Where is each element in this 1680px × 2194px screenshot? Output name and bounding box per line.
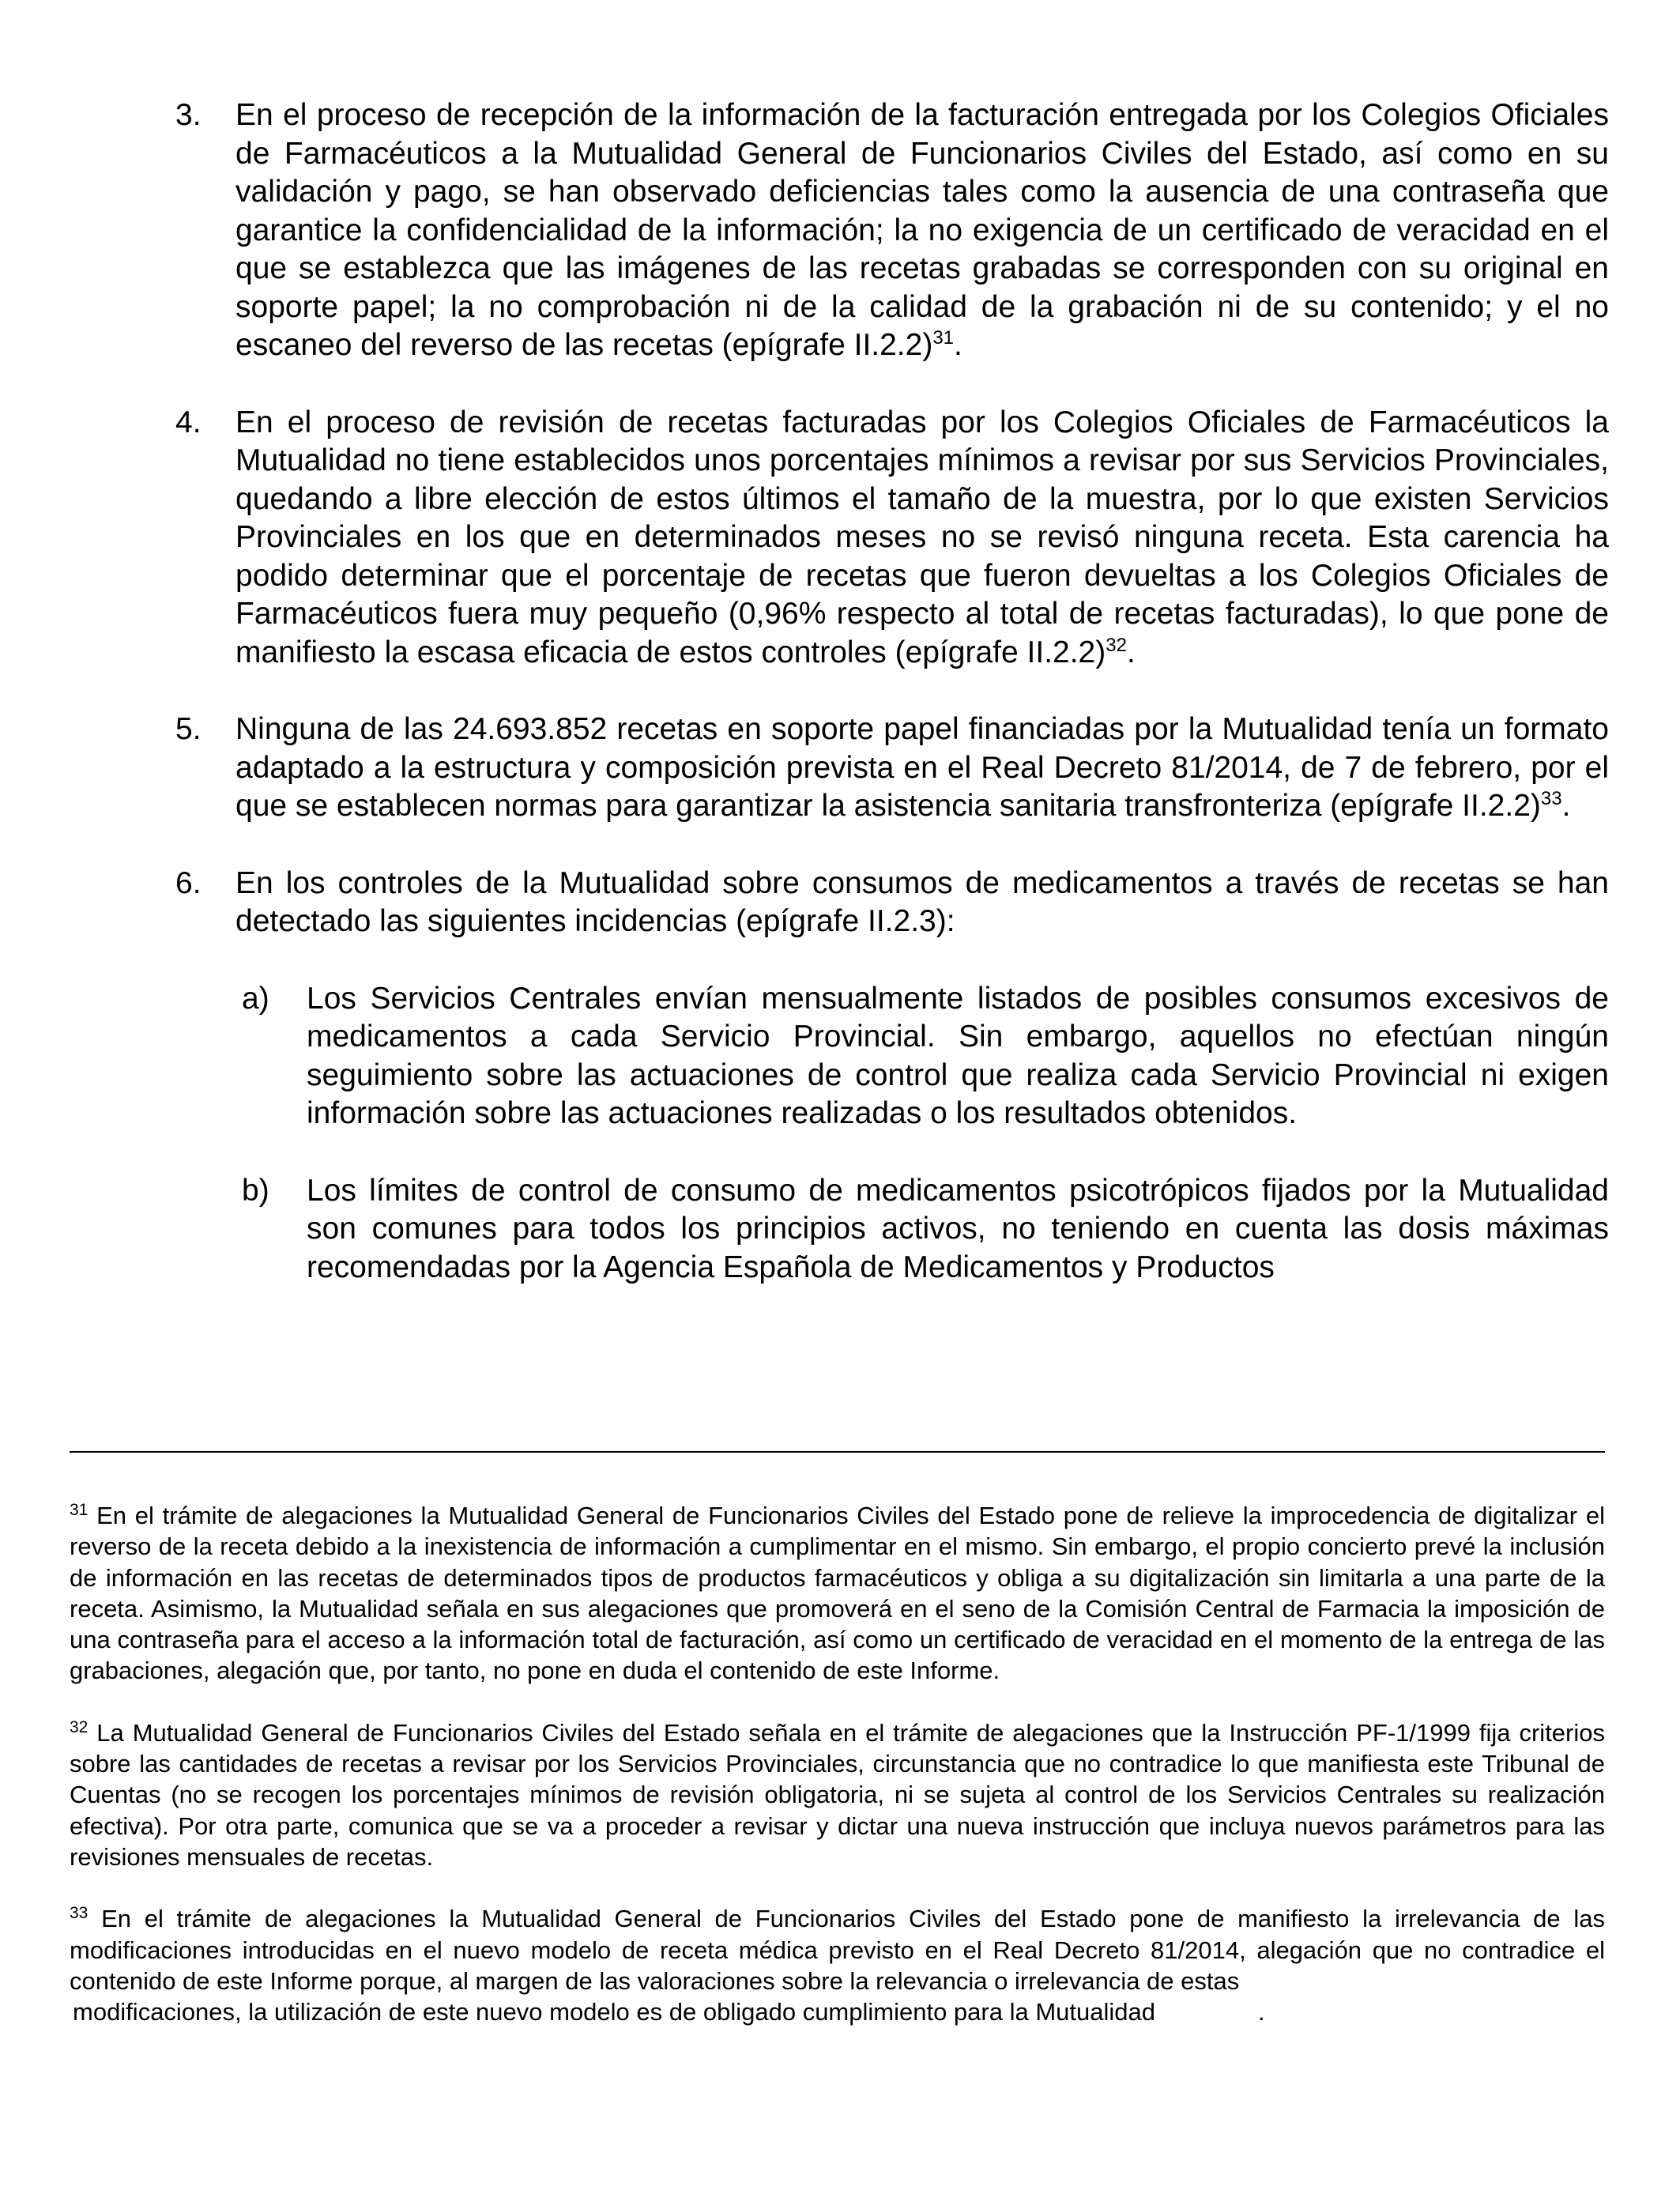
sub-item-letter: a) [242, 981, 269, 1016]
sub-item-b [235, 1172, 1609, 1287]
item-text: En el proceso de recepción de la información de la facturación entregada por los Colegios Oficiales de Farmacéuticos a la Mutualidad General de Funcionarios Civiles del Estado, así como en su validación y pago, se han observado deficiencias tales como la ausencia de una contraseña que garantice la confidencialidad de la información; la no exigencia de un certificado de veracidad en el que se establezca que las imágenes de las recetas grabadas se corresponden con su original en soporte papel; la no comprobación ni de la calidad de la grabación ni de su contenido; y el no escaneo del reverso de las recetas (epígrafe II.2.2)$^{31}$. [235, 98, 1609, 362]
finding-item-3 [168, 96, 1609, 365]
footnote-last-line: modificaciones, la utilización de este nuevo modelo es de obligado cumplimiento para la Mutualidad . [73, 1998, 1265, 2026]
item-text: En los controles de la Mutualidad sobre consumos de medicamentos a través de recetas se han detectado las siguientes incidencias (epígrafe II.2.3): [235, 865, 1609, 938]
item-number: 6. [175, 865, 202, 900]
sub-item-a [235, 980, 1609, 1133]
footnote-31 [70, 1500, 1605, 1687]
footnote-number: 32 [70, 1717, 89, 1736]
footnote-ref[interactable]: 32 [1106, 634, 1127, 656]
item-text: En el proceso de revisión de recetas facturadas por los Colegios Oficiales de Farmacéuticos la Mutualidad no tiene establecidos unos porcentajes mínimos a revisar por sus Servicios Provinciales, quedando a libre elección de estos últimos el tamaño de la muestra, por lo que existen Servicios Provinciales en los que en determinados meses no se revisó ninguna receta. Esta carencia ha podido determinar que el porcentaje de recetas que fueron devueltas a los Colegios Oficiales de Farmacéuticos fuera muy pequeño (0,96% respecto al total de recetas facturadas), lo que pone de manifiesto la escasa eficacia de estos controles (epígrafe II.2.2)$^{32}$. [235, 405, 1609, 669]
sub-item-letter: b) [242, 1173, 269, 1208]
footnote-32 [70, 1717, 1605, 1872]
footnote-33 [70, 1903, 1605, 2027]
item-number: 4. [175, 405, 202, 439]
item-text: Ninguna de las 24.693.852 recetas en soporte papel financiadas por la Mutualidad tenía un formato adaptado a la estructura y composición prevista en el Real Decreto 81/2014, de 7 de febrero, por el que se establecen normas para garantizar la asistencia sanitaria transfronteriza (epígrafe II.2.2)$^{33}$. [235, 712, 1609, 823]
footnotes-section [70, 1500, 1605, 2027]
footnote-ref[interactable]: 33 [1540, 788, 1562, 809]
finding-item-4 [168, 404, 1609, 673]
footnote-separator [70, 1451, 1605, 1453]
footnote-number: 31 [70, 1501, 89, 1519]
finding-item-6 [168, 865, 1609, 941]
footnote-text: En el trámite de alegaciones la Mutualidad General de Funcionarios Civiles del Estado pone de manifiesto la irrelevancia de las modificaciones introducidas en el nuevo modelo de receta médica previsto en el Real Decreto 81/2014, alegación que no contradice el contenido de este Informe porque, al margen de las valoraciones sobre la relevancia o irrelevancia de estas [70, 1905, 1605, 1995]
footnote-number: 33 [70, 1904, 89, 1923]
item-number: 3. [175, 98, 202, 132]
footnote-text: La Mutualidad General de Funcionarios Civiles del Estado señala en el trámite de alegaciones que la Instrucción PF-1/1999 fija criterios sobre las cantidades de recetas a revisar por los Servicios Provinciales, circunstancia que no contradice lo que manifiesta este Tribunal de Cuentas (no se recogen los porcentajes mínimos de revisión obligatoria, ni se sujeta al control de los Servicios Centrales su realización efectiva). Por otra parte, comunica que se va a proceder a revisar y dictar una nueva instrucción que incluya nuevos parámetros para las revisiones mensuales de recetas. [70, 1718, 1605, 1871]
findings-list [168, 96, 1609, 1287]
finding-item-5 [168, 711, 1609, 826]
item-number: 5. [175, 712, 202, 746]
sub-item-text: Los límites de control de consumo de medicamentos psicotrópicos fijados por la Mutualidad son comunes para todos los principios activos, no teniendo en cuenta las dosis máximas recomendadas por la Agencia Española de Medicamentos y Productos [307, 1173, 1609, 1284]
footnote-ref[interactable]: 31 [932, 327, 955, 349]
sub-item-text: Los Servicios Centrales envían mensualmente listados de posibles consumos excesivos de medicamentos a cada Servicio Provincial. Sin embargo, aquellos no efectúan ningún seguimiento sobre las actuaciones de control que realiza cada Servicio Provincial ni exigen información sobre las actuaciones realizadas o los resultados obtenidos. [307, 981, 1609, 1130]
footnote-text: En el trámite de alegaciones la Mutualidad General de Funcionarios Civiles del Estado pone de relieve la improcedencia de digitalizar el reverso de la receta debido a la inexistencia de información a cumplimentar en el mismo. Sin embargo, el propio concierto prevé la inclusión de información en las recetas de determinados tipos de productos farmacéuticos y obliga a su digitalización sin limitarla a una parte de la receta. Asimismo, la Mutualidad señala en sus alegaciones que promoverá en el seno de la Comisión Central de Farmacia la imposición de una contraseña para el acceso a la información total de facturación, así como un certificado de veracidad en el momento de la entrega de las grabaciones, alegación que, por tanto, no pone en duda el contenido de este Informe. [70, 1502, 1605, 1685]
